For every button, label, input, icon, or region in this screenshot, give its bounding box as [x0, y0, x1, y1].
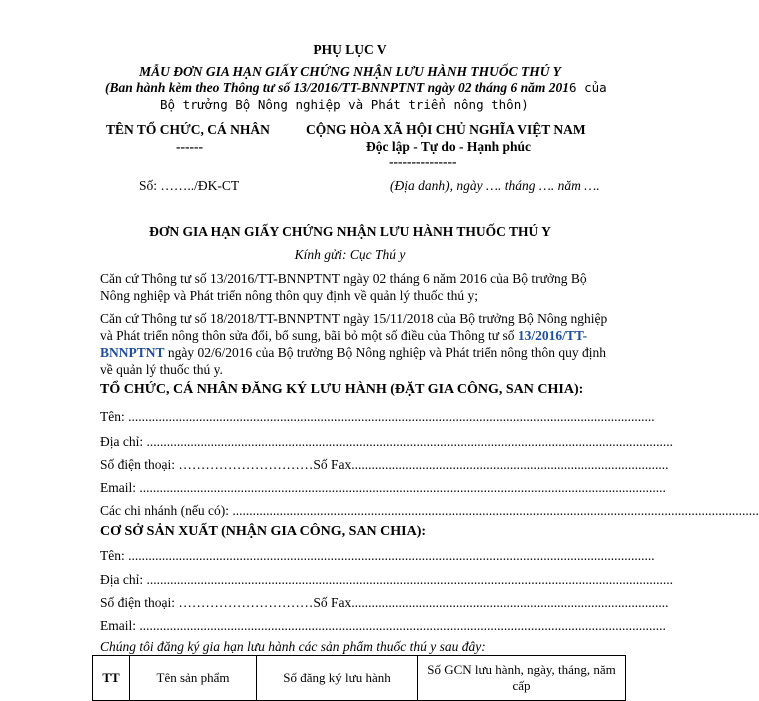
- field-org-name[interactable]: Tên: ............................................................................................................................................................: [100, 409, 655, 424]
- table-header-row: [93, 656, 626, 701]
- col-header-product-name: Tên sản phẩm: [130, 656, 257, 701]
- basis-2-text-post: ngày 02/6/2016 của Bộ trưởng Bộ Nông nghiệp và Phát triển nông thôn quy định về quản lý thuốc thú y.: [100, 345, 607, 377]
- issued-line: [105, 80, 607, 96]
- field-label: Số điện thoại: …………………………: [100, 595, 314, 610]
- basis-paragraph-1: Căn cứ Thông tư số 13/2016/TT-BNNPTNT ngày 02 tháng 6 năm 2016 của Bộ trưởng Bộ Nông nghiệp và Phát triển nông thôn quy định về quản lý thuốc thú y;: [100, 271, 587, 303]
- field-label: Email:: [100, 480, 140, 495]
- issued-line-italic: (Ban hành kèm theo Thông tư số 13/2016/TT-BNNPTNT ngày 02 tháng 6 năm 201: [105, 80, 570, 95]
- field-label: Tên:: [100, 409, 129, 424]
- fax-label: Số Fax: [313, 595, 352, 610]
- col-header-tt: TT: [93, 656, 130, 701]
- issued-line-tail: 6 của: [569, 80, 607, 95]
- fax-label: Số Fax: [313, 457, 352, 472]
- form-title: MẪU ĐƠN GIA HẠN GIẤY CHỨNG NHẬN LƯU HÀNH THUỐC THÚ Y: [139, 64, 561, 79]
- issued-line-2: Bộ trưởng Bộ Nông nghiệp và Phát triển nông thôn): [160, 97, 529, 112]
- field-org-branches[interactable]: Các chi nhánh (nếu có): ............................................................................................................................................................: [100, 503, 759, 518]
- field-label: Số điện thoại: …………………………: [100, 457, 314, 472]
- field-org-address[interactable]: Địa chỉ: ............................................................................................................................................................: [100, 434, 673, 449]
- field-label: Địa chỉ:: [100, 572, 147, 587]
- field-facility-address[interactable]: Địa chỉ: ............................................................................................................................................................: [100, 572, 673, 587]
- product-table: [92, 655, 626, 701]
- circular-link[interactable]: 13/2016/TT-BNNPTNT: [100, 328, 588, 360]
- motto: Độc lập - Tự do - Hạnh phúc: [366, 139, 532, 154]
- field-facility-name[interactable]: Tên: ............................................................................................................................................................: [100, 548, 655, 563]
- section-1-heading: TỔ CHỨC, CÁ NHÂN ĐĂNG KÝ LƯU HÀNH (ĐẶT GIA CÔNG, SAN CHIA):: [100, 382, 584, 397]
- document-number: Số: ……../ĐK-CT: [139, 178, 240, 193]
- field-facility-email[interactable]: Email: ............................................................................................................................................................: [100, 618, 666, 633]
- field-label: Các chi nhánh (nếu có):: [100, 503, 233, 518]
- field-label: Địa chỉ:: [100, 434, 147, 449]
- document-title: ĐƠN GIA HẠN GIẤY CHỨNG NHẬN LƯU HÀNH THUỐC THÚ Y: [149, 224, 551, 239]
- col-header-certificate: Số GCN lưu hành, ngày, tháng, năm cấp: [418, 656, 626, 701]
- field-org-phone-fax[interactable]: Số điện thoại: …………………………Số Fax..............................................................................................: [100, 457, 669, 472]
- field-label: Tên:: [100, 548, 129, 563]
- org-name-label: TÊN TỔ CHỨC, CÁ NHÂN: [106, 122, 270, 137]
- basis-2-text-pre: Căn cứ Thông tư số 18/2018/TT-BNNPTNT ngày 15/11/2018 của Bộ trưởng Bộ Nông nghiệp và Phát triển nông thôn sửa đổi, bổ sung, bãi bỏ một số điều của Thông tư số: [100, 311, 608, 343]
- field-facility-phone-fax[interactable]: Số điện thoại: …………………………Số Fax..............................................................................................: [100, 595, 669, 610]
- recipient: Kính gửi: Cục Thú y: [294, 247, 406, 262]
- org-dash: ------: [176, 139, 203, 154]
- nation-title: CỘNG HÒA XÃ HỘI CHỦ NGHĨA VIỆT NAM: [306, 122, 586, 137]
- appendix-title: PHỤ LỤC V: [313, 42, 387, 57]
- place-date: (Địa danh), ngày …. tháng …. năm ….: [390, 178, 600, 193]
- section-2-heading: CƠ SỞ SẢN XUẤT (NHẬN GIA CÔNG, SAN CHIA):: [100, 524, 427, 539]
- basis-paragraph-2: [100, 310, 608, 378]
- motto-dash: ---------------: [389, 154, 457, 169]
- closing-statement: Chúng tôi đăng ký gia hạn lưu hành các sản phẩm thuốc thú y sau đây:: [100, 639, 486, 654]
- field-org-email[interactable]: Email: ............................................................................................................................................................: [100, 480, 666, 495]
- col-header-registration-number: Số đăng ký lưu hành: [257, 656, 418, 701]
- field-label: Email:: [100, 618, 140, 633]
